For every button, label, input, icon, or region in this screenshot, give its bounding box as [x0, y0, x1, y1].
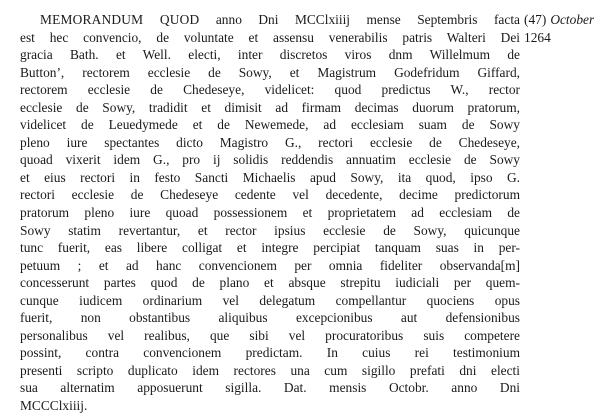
- opening-words: MEMORANDUM QUOD: [40, 12, 200, 27]
- text-line-last: MCCClxiiij.: [20, 398, 88, 414]
- text-line: tunc fuerit, eas libere colligat et integre percipiat tanquam suas in per-: [20, 240, 520, 256]
- text-line: Button’, rectorem ecclesie de Sowy, et Magistrum Godefridum Giffard,: [20, 64, 520, 80]
- text-line: cunque iudicem ordinarium vel delegatum compellantur quociens opus: [20, 292, 520, 308]
- text-line: petuum ; et ad hanc convencionem per omnia fideliter observanda[m]: [20, 257, 520, 273]
- entry-number: (47): [524, 12, 547, 27]
- text-line: ecclesie de Sowy, tradidit et dimisit ad firmam decimas duorum pratorum,: [20, 99, 520, 115]
- text-line: est hec convencio, de voluntate et assensu venerabilis patris Walteri Dei: [20, 29, 520, 45]
- text-line: presenti scripto duplicato idem rectores una cum sigillo prefati dni electi: [20, 362, 520, 378]
- text-line: rectorem ecclesie de Chedeseye, videlicet: quod predictus W., rector: [20, 82, 520, 98]
- text-line: quoad vixerit idem G., pro ij solidis reddendis annuatim ecclesie de Sowy: [20, 152, 520, 168]
- text-line: fuerit, non obstantibus aliquibus excepcionibus aut defensionibus: [20, 310, 520, 326]
- text-line: rectori ecclesie de Chedeseye cedente vel decedente, decime predictorum: [20, 187, 520, 203]
- margin-month: October: [550, 12, 594, 27]
- text-line: possint, contra convencionem predictam. In cuius rei testimonium: [20, 345, 520, 361]
- text-line: pleno iure spectantes dicto Magistro G., rectori ecclesie de Chedeseye,: [20, 134, 520, 150]
- text-line: concesserunt partes quod de plano et absque strepitu iudiciali per quem-: [20, 275, 520, 291]
- memorandum-text: [20, 11, 520, 415]
- margin-entry-number: [524, 11, 594, 29]
- text-line: pratorum pleno iure quoad possessionem et proprietatem ad ecclesiam de: [20, 205, 520, 221]
- text-line: videlicet de Leuedymede et de Newemede, ad ecclesiam suam de Sowy: [20, 117, 520, 133]
- text-line-1: MEMORANDUM QUOD anno Dni MCClxiiij mense Septembris facta: [40, 12, 520, 27]
- text-line: personalibus vel realibus, que sibi vel procuratoribus suis competere: [20, 327, 520, 343]
- text-line: et eius rectori in festo Sancti Michaelis apud Sowy, ita quod, ipso G.: [20, 169, 520, 185]
- margin-year: 1264: [524, 29, 551, 45]
- text-line: gracia Bath. et Well. electi, inter discretos viros dnm Willelmum de: [20, 47, 520, 63]
- text-line: sua alternatim apposuerunt sigilla. Dat. mensis Octobr. anno Dni: [20, 380, 520, 396]
- text-line: Sowy statim revertantur, et rector ipsius ecclesie de Sowy, quicunque: [20, 222, 520, 238]
